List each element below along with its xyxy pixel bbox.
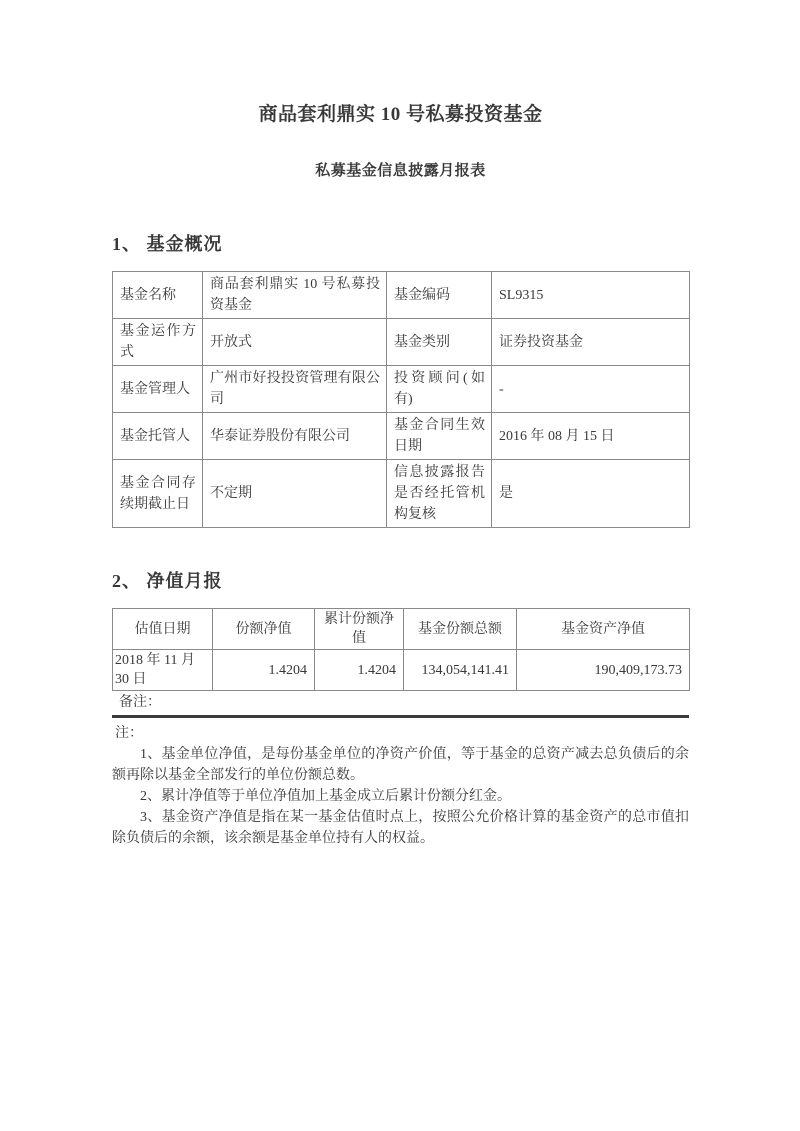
notes-section <box>112 723 689 849</box>
contract-effective-date-value: 2016 年 08 月 15 日 <box>492 413 690 460</box>
cumulative-nav-header: 累计份额净值 <box>315 609 404 650</box>
contract-expiry-value: 不定期 <box>203 460 387 528</box>
fund-overview-table <box>112 271 690 528</box>
fund-code-label: 基金编码 <box>387 272 492 319</box>
disclosure-review-value: 是 <box>492 460 690 528</box>
fund-type-label: 基金类别 <box>387 319 492 366</box>
fund-name-value: 商品套利鼎实 10 号私募投资基金 <box>203 272 387 319</box>
valuation-date-header: 估值日期 <box>113 609 213 650</box>
net-assets-value: 190,409,173.73 <box>517 650 690 691</box>
section-1-heading: 1、 基金概况 <box>112 234 223 254</box>
total-shares-header: 基金份额总额 <box>404 609 517 650</box>
cumulative-nav-value: 1.4204 <box>315 650 404 691</box>
note-item-1: 1、基金单位净值，是每份基金单位的净资产价值，等于基金的总资产减去总负债后的余额再除以基金全部发行的单位份额总数。 <box>112 747 689 783</box>
fund-type-value: 证券投资基金 <box>492 319 690 366</box>
investment-advisor-label: 投资顾问(如有) <box>387 366 492 413</box>
document-title: 商品套利鼎实 10 号私募投资基金 <box>258 104 543 125</box>
unit-nav-value: 1.4204 <box>213 650 315 691</box>
page-content <box>112 0 689 849</box>
table-header-row <box>113 609 690 650</box>
table-row <box>113 272 690 319</box>
valuation-date-value: 2018 年 11 月 30 日 <box>113 650 213 691</box>
table-row <box>113 366 690 413</box>
investment-advisor-value: - <box>492 366 690 413</box>
table-row <box>113 413 690 460</box>
operation-mode-value: 开放式 <box>203 319 387 366</box>
unit-nav-header: 份额净值 <box>213 609 315 650</box>
fund-name-label: 基金名称 <box>113 272 203 319</box>
disclosure-review-label: 信息披露报告是否经托管机构复核 <box>387 460 492 528</box>
table-row <box>113 460 690 528</box>
total-shares-value: 134,054,141.41 <box>404 650 517 691</box>
note-item-2: 2、累计净值等于单位净值加上基金成立后累计份额分红金。 <box>140 789 511 804</box>
remark-label: 备注： <box>112 691 689 718</box>
table-data-row <box>113 650 690 691</box>
section-2-heading: 2、 净值月报 <box>112 571 223 591</box>
contract-effective-date-label: 基金合同生效日期 <box>387 413 492 460</box>
custodian-label: 基金托管人 <box>113 413 203 460</box>
table-row <box>113 319 690 366</box>
note-item-3: 3、基金资产净值是指在某一基金估值时点上，按照公允价格计算的基金资产的总市值扣除负债后的余额，该余额是基金单位持有人的权益。 <box>112 810 689 846</box>
custodian-value: 华泰证券股份有限公司 <box>203 413 387 460</box>
fund-manager-value: 广州市好投投资管理有限公司 <box>203 366 387 413</box>
operation-mode-label: 基金运作方式 <box>113 319 203 366</box>
net-assets-header: 基金资产净值 <box>517 609 690 650</box>
notes-label: 注： <box>115 726 143 741</box>
fund-code-value: SL9315 <box>492 272 690 319</box>
document-subtitle: 私募基金信息披露月报表 <box>315 163 486 179</box>
nav-monthly-table <box>112 608 690 691</box>
contract-expiry-label: 基金合同存续期截止日 <box>113 460 203 528</box>
fund-manager-label: 基金管理人 <box>113 366 203 413</box>
